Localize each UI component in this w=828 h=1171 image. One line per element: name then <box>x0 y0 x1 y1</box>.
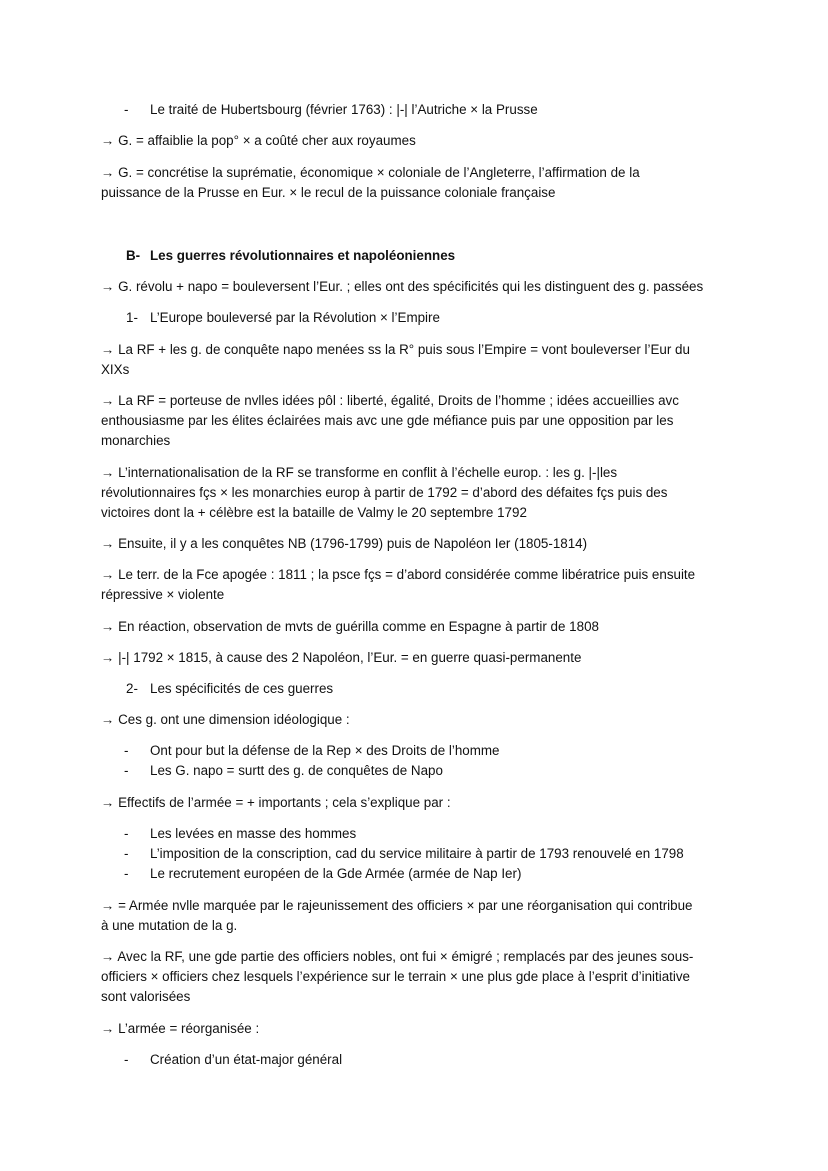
section-marker: B- <box>126 248 141 263</box>
paragraph-line: → = Armée nvlle marquée par le rajeunissement des officiers × par une réorganisation qui contribue <box>101 898 693 913</box>
paragraph-line: enthousiasme par les élites éclairées mais avc une gde méfiance puis par une opposition par les <box>101 413 674 428</box>
bullet-marker: - <box>124 826 129 841</box>
paragraph-line: → Avec la RF, une gde partie des officiers nobles, ont fui × émigré ; remplacés par des jeunes sous- <box>101 949 694 964</box>
bullet-marker: - <box>124 1052 129 1067</box>
bullet-text: Les levées en masse des hommes <box>150 826 357 841</box>
section-title: Les guerres révolutionnaires et napoléoniennes <box>150 248 456 263</box>
bullet-marker: - <box>124 846 129 861</box>
bullet-text: Ont pour but la défense de la Rep × des Droits de l’homme <box>150 743 500 758</box>
paragraph: → En réaction, observation de mvts de guérilla comme en Espagne à partir de 1808 <box>101 619 599 634</box>
paragraph-line: monarchies <box>101 433 171 448</box>
paragraph-line: puissance de la Prusse en Eur. × le recul de la puissance coloniale française <box>101 185 556 200</box>
paragraph: → Ces g. ont une dimension idéologique : <box>101 712 350 727</box>
paragraph: → Effectifs de l’armée = + importants ; cela s’explique par : <box>101 795 451 810</box>
subsection-title: L’Europe bouleversé par la Révolution × l’Empire <box>150 310 440 325</box>
bullet-marker: - <box>124 743 129 758</box>
paragraph-line: → La RF + les g. de conquête napo menées ss la R° puis sous l’Empire = vont bouleverser l’Eur du <box>101 342 690 357</box>
paragraph-line: sont valorisées <box>101 989 191 1004</box>
bullet-text: Le recrutement européen de la Gde Armée (armée de Nap Ier) <box>150 866 522 881</box>
paragraph-line: à une mutation de la g. <box>101 918 238 933</box>
bullet-marker: - <box>124 102 129 117</box>
paragraph-line: officiers × officiers chez lesquels l’expérience sur le terrain × une plus gde place à l’esprit d’initiative <box>101 969 691 984</box>
paragraph-line: → La RF = porteuse de nvlles idées pôl : liberté, égalité, Droits de l’homme ; idées accueillies avc <box>101 393 679 408</box>
subsection-marker: 2- <box>126 681 138 696</box>
bullet-text: Le traité de Hubertsbourg (février 1763) : |-| l’Autriche × la Prusse <box>150 102 538 117</box>
paragraph: → Ensuite, il y a les conquêtes NB (1796-1799) puis de Napoléon Ier (1805-1814) <box>101 536 588 551</box>
paragraph: → G. = affaiblie la pop° × a coûté cher aux royaumes <box>101 133 416 148</box>
paragraph-line: XIXs <box>101 362 130 377</box>
paragraph-line: révolutionnaires fçs × les monarchies europ à partir de 1792 = d’abord des défaites fçs puis des <box>101 485 668 500</box>
paragraph-line: répressive × violente <box>101 587 225 602</box>
bullet-marker: - <box>124 763 129 778</box>
paragraph: → L’armée = réorganisée : <box>101 1021 260 1036</box>
bullet-marker: - <box>124 866 129 881</box>
bullet-text: Les G. napo = surtt des g. de conquêtes de Napo <box>150 763 443 778</box>
bullet-text: L’imposition de la conscription, cad du service militaire à partir de 1793 renouvelé en 1798 <box>150 846 684 861</box>
subsection-title: Les spécificités de ces guerres <box>150 681 334 696</box>
paragraph: → G. révolu + napo = bouleversent l’Eur. ; elles ont des spécificités qui les distinguent des g. passées <box>101 279 704 294</box>
paragraph-line: → L’internationalisation de la RF se transforme en conflit à l’échelle europ. : les g. |-|les <box>101 465 618 480</box>
bullet-text: Création d’un état-major général <box>150 1052 343 1067</box>
paragraph: → |-| 1792 × 1815, à cause des 2 Napoléon, l’Eur. = en guerre quasi-permanente <box>101 650 582 665</box>
paragraph-line: → G. = concrétise la suprématie, économique × coloniale de l’Angleterre, l’affirmation de la <box>101 165 640 180</box>
paragraph-line: → Le terr. de la Fce apogée : 1811 ; la psce fçs = d’abord considérée comme libératrice puis ensuite <box>101 567 696 582</box>
subsection-marker: 1- <box>126 310 138 325</box>
paragraph-line: victoires dont la + célèbre est la bataille de Valmy le 20 septembre 1792 <box>101 505 527 520</box>
